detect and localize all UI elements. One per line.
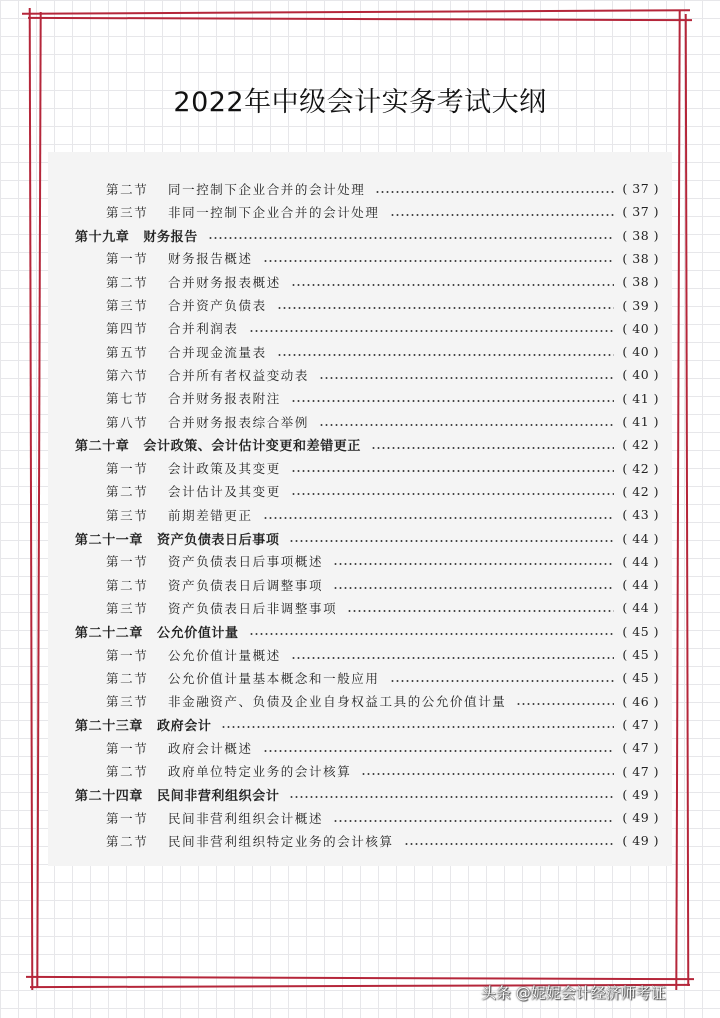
toc-title: 同一控制下企业合并的会计处理	[168, 181, 366, 197]
toc-title: 政府单位特定业务的会计核算	[168, 764, 352, 779]
toc-page-number: ( 38 )	[622, 250, 659, 266]
toc-page-number: ( 38 )	[622, 227, 659, 243]
toc-title: 合并利润表	[168, 321, 239, 337]
toc-dot-leader	[291, 657, 615, 659]
toc-title: 资产负债表日后事项概述	[168, 554, 324, 570]
toc-title: 民间非营利组织会计	[157, 788, 280, 804]
toc-number: 第二节	[106, 764, 149, 779]
toc-page-number: ( 45 )	[622, 670, 659, 686]
toc-title: 会计政策、会计估计变更和差错更正	[143, 439, 362, 455]
toc-chapter-row	[48, 433, 672, 456]
toc-title: 资产负债表日后调整事项	[168, 577, 324, 593]
toc-number: 第一节	[106, 740, 149, 756]
toc-dot-leader	[333, 587, 614, 589]
toc-title: 民间非营利组织会计概述	[168, 810, 324, 826]
toc-section-row	[48, 457, 672, 480]
toc-number: 第二节	[106, 484, 149, 500]
toc-page-number: ( 49 )	[622, 810, 659, 826]
toc-title: 合并财务报表概述	[168, 274, 281, 290]
toc-chapter-row	[48, 527, 672, 550]
frame-right-line-outer	[675, 10, 680, 990]
toc-number: 第三节	[106, 204, 149, 220]
toc-page-number: ( 47 )	[622, 763, 659, 779]
toc-page-number: ( 41 )	[622, 390, 659, 406]
toc-title: 公允价值计量基本概念和一般应用	[168, 670, 380, 686]
toc-section-row	[48, 736, 672, 759]
toc-title: 合并财务报表附注	[168, 391, 281, 407]
toc-number: 第五节	[106, 344, 149, 360]
toc-dot-leader	[289, 796, 614, 798]
toc-dot-leader	[375, 191, 614, 193]
toc-dot-leader	[263, 750, 615, 752]
toc-section-row	[48, 806, 672, 829]
toc-section-row	[48, 200, 672, 223]
toc-page-number: ( 45 )	[622, 647, 659, 662]
toc-section-row	[48, 177, 672, 200]
toc-title: 资产负债表日后非调整事项	[168, 600, 338, 616]
frame-top-line-outer	[22, 9, 690, 14]
toc-page-number: ( 44 )	[622, 530, 659, 546]
toc-dot-leader	[291, 493, 615, 495]
toc-number: 第二十四章	[75, 788, 144, 804]
toc-number: 第一节	[106, 251, 149, 267]
toc-chapter-row	[48, 224, 672, 247]
toc-number: 第二十一章	[75, 532, 144, 548]
toc-page-number: ( 37 )	[622, 204, 659, 220]
toc-page-number: ( 46 )	[622, 693, 659, 709]
toc-page-number: ( 37 )	[622, 181, 659, 196]
toc-page-number: ( 40 )	[622, 344, 659, 360]
toc-page-number: ( 45 )	[622, 623, 659, 639]
toc-page-number: ( 42 )	[622, 483, 659, 499]
toc-dot-leader	[404, 843, 615, 845]
toc-section-row	[48, 363, 672, 386]
toc-section-row	[48, 247, 672, 270]
toc-number: 第二十章	[75, 439, 130, 455]
toc-title: 合并财务报表综合举例	[168, 414, 310, 430]
toc-title: 非同一控制下企业合并的会计处理	[168, 204, 380, 220]
toc-section-row	[48, 270, 672, 293]
toc-dot-leader	[277, 354, 615, 356]
toc-number: 第一节	[106, 461, 149, 477]
toc-section-row	[48, 829, 672, 852]
toc-dot-leader	[333, 563, 614, 565]
toc-number: 第一节	[106, 554, 149, 570]
toc-section-row	[48, 480, 672, 503]
toc-number: 第一节	[106, 810, 149, 826]
toc-title: 合并现金流量表	[168, 344, 267, 360]
toc-title: 公允价值计量	[157, 625, 239, 641]
toc-number: 第六节	[106, 367, 149, 383]
toc-dot-leader	[277, 307, 615, 309]
toc-dot-leader	[208, 237, 615, 239]
toc-title: 政府会计	[157, 718, 212, 734]
toc-page-number: ( 42 )	[622, 437, 659, 453]
toc-page-number: ( 43 )	[622, 507, 659, 523]
toc-dot-leader	[347, 610, 614, 612]
toc-number: 第二节	[106, 833, 149, 849]
toc-page-number: ( 44 )	[622, 577, 659, 593]
toc-number: 第四节	[106, 321, 149, 337]
toc-dot-leader	[291, 400, 615, 402]
toc-page-number: ( 49 )	[622, 786, 659, 802]
toc-number: 第二节	[106, 181, 149, 197]
toc-dot-leader	[361, 773, 614, 775]
toc-page-number: ( 42 )	[622, 460, 659, 476]
toc-dot-leader	[333, 820, 614, 822]
toc-dot-leader	[371, 447, 614, 449]
toc-page-number: ( 41 )	[622, 414, 659, 429]
watermark: 头条 @妮妮会计经济师考证	[481, 984, 666, 1002]
toc-title: 前期差错更正	[168, 507, 253, 523]
toc-number: 第二节	[106, 577, 149, 593]
toc-section-row	[48, 666, 672, 689]
toc-section-row	[48, 550, 672, 573]
toc-section-row	[48, 294, 672, 317]
toc-chapter-row	[48, 713, 672, 736]
toc-dot-leader	[291, 284, 615, 286]
toc-section-row	[48, 410, 672, 433]
toc-number: 第二节	[106, 670, 149, 686]
toc-title: 资产负债表日后事项	[157, 532, 280, 548]
toc-page-number: ( 49 )	[622, 833, 659, 849]
toc-number: 第三节	[106, 694, 149, 710]
toc-number: 第三节	[106, 507, 149, 523]
toc-page-number: ( 47 )	[622, 740, 659, 756]
toc-dot-leader	[516, 703, 614, 705]
toc-section-row	[48, 643, 672, 666]
toc-number: 第二十三章	[75, 718, 144, 734]
toc-section-row	[48, 387, 672, 410]
toc-title: 合并所有者权益变动表	[168, 367, 310, 383]
frame-right-line-inner	[685, 14, 690, 986]
toc-dot-leader	[289, 540, 614, 542]
toc-number: 第二十二章	[75, 625, 144, 641]
toc-section-row	[48, 596, 672, 619]
toc-section-row	[48, 690, 672, 713]
toc-section-row	[48, 760, 672, 783]
toc-dot-leader	[263, 517, 615, 519]
toc-title: 合并资产负债表	[168, 298, 267, 313]
toc-page-number: ( 47 )	[622, 716, 659, 732]
frame-left-line-outer	[29, 8, 34, 990]
toc-number: 第三节	[106, 298, 149, 313]
toc-page-number: ( 38 )	[622, 274, 659, 290]
toc-number: 第三节	[106, 600, 149, 616]
toc-section-row	[48, 573, 672, 596]
toc-title: 财务报告	[143, 229, 198, 245]
toc-number: 第八节	[106, 414, 149, 430]
toc-page-number: ( 40 )	[622, 367, 659, 383]
toc-dot-leader	[319, 424, 614, 426]
toc-dot-leader	[249, 633, 615, 635]
toc-number: 第一节	[106, 647, 149, 663]
frame-bottom-line-outer	[26, 976, 694, 980]
toc-page-number: ( 40 )	[622, 320, 659, 336]
toc-number: 第十九章	[75, 229, 130, 245]
toc-dot-leader	[291, 470, 615, 472]
frame-top-line-inner	[28, 17, 692, 21]
toc-section-row	[48, 317, 672, 340]
toc-title: 政府会计概述	[168, 740, 253, 756]
toc-page-number: ( 39 )	[622, 297, 659, 313]
toc-dot-leader	[221, 726, 614, 728]
toc-chapter-row	[48, 783, 672, 806]
toc-title: 公允价值计量概述	[168, 647, 281, 663]
toc-dot-leader	[390, 680, 615, 682]
toc-title: 会计估计及其变更	[168, 484, 281, 500]
toc-section-row	[48, 340, 672, 363]
toc-title: 会计政策及其变更	[168, 461, 281, 477]
toc-title: 非金融资产、负债及企业自身权益工具的公允价值计量	[168, 694, 507, 710]
toc-page-number: ( 44 )	[622, 553, 659, 569]
toc-dot-leader	[390, 214, 615, 216]
toc-page-number: ( 44 )	[622, 600, 659, 616]
toc-dot-leader	[263, 260, 615, 262]
toc-number: 第七节	[106, 391, 149, 407]
toc-dot-leader	[249, 330, 615, 332]
table-of-contents	[48, 152, 672, 866]
page-title: 2022年中级会计实务考试大纲	[173, 87, 547, 118]
toc-title: 财务报告概述	[168, 251, 253, 267]
toc-chapter-row	[48, 620, 672, 643]
toc-number: 第二节	[106, 274, 149, 290]
toc-dot-leader	[319, 377, 614, 379]
toc-section-row	[48, 503, 672, 526]
frame-left-line-inner	[36, 12, 41, 987]
toc-title: 民间非营利组织特定业务的会计核算	[168, 833, 394, 849]
